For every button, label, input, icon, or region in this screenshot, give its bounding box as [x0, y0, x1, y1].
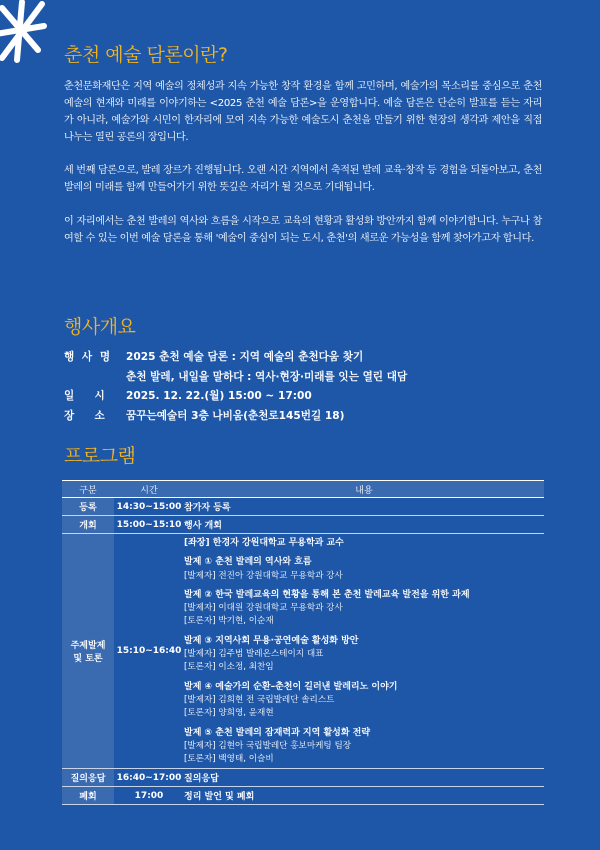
talk-discussants: [토론자] 이소정, 최찬임	[184, 662, 274, 673]
table-row	[62, 498, 544, 516]
talk-presenter: [발제자] 김현아 국립발레단 홍보마케팅 팀장	[184, 740, 352, 751]
intro-paragraph: 춘천문화재단은 지역 예술의 정체성과 지속 가능한 창작 환경을 함께 고민하며, 예술가의 목소리를 중심으로 춘천 예술의 현재와 미래를 이야기하는 <2025 춘천 예술 담론>을 운영합니다. 예술 담론은 단순히 발표를 듣는 자리가 아니라, 예술가와 시민이 한자리에 모여 지속 가능한 예술도시 춘천을 만들기 위한 현장의 생각과 제안을 직접 나누는 열린 공론의 장입니다.	[64, 81, 542, 144]
table-header-row	[62, 481, 544, 498]
row-time: 14:30~15:00	[114, 498, 184, 516]
row-cat: 질의응답	[62, 769, 114, 787]
row-time: 16:40~17:00	[114, 769, 184, 787]
talk-title: 발제 ⑤ 춘천 발레의 잠재력과 지역 활성화 전략	[184, 727, 371, 738]
row-cat-line: 및 토론	[73, 654, 103, 665]
talk-presenter: [발제자] 김희현 전 국립발레단 솔리스트	[184, 694, 335, 705]
overview-value: 꿈꾸는예술터 3층 나비움(춘천로145번길 18)	[126, 409, 345, 422]
row-content: 정리 발언 및 폐회	[184, 787, 544, 805]
row-content	[184, 534, 544, 769]
table-row	[62, 787, 544, 805]
intro-paragraph: 이 자리에서는 춘천 발레의 역사와 흐름을 시작으로 교육의 현황과 활성화 방안까지 함께 이야기합니다. 누구나 참여할 수 있는 이번 예술 담론을 통해 '예술이 중심이 되는 도시, 춘천'의 새로운 가능성을 함께 찾아가고자 합니다.	[64, 215, 542, 244]
row-time: 15:00~15:10	[114, 516, 184, 534]
talk-presenter: [발제자] 이대원 강원대학교 무용학과 강사	[184, 603, 343, 614]
overview-key-empty	[64, 368, 126, 388]
talk-discussants: [토론자] 백영태, 이슬비	[184, 754, 274, 765]
program-heading: 프로그램	[64, 445, 136, 467]
row-time: 17:00	[114, 787, 184, 805]
overview-key: 행 사 명	[64, 351, 113, 363]
row-content: 참가자 등록	[184, 498, 544, 516]
overview-value: 춘천 발레, 내일을 말하다 : 역사·현장·미래를 잇는 열린 대담	[126, 370, 408, 383]
talk-discussants: [토론자] 박기현, 이순재	[184, 616, 274, 627]
row-cat	[62, 534, 114, 769]
row-content: 행사 개회	[184, 516, 544, 534]
talk-title: 발제 ③ 지역사회 무용·공연예술 활성화 방안	[184, 635, 359, 646]
row-cat-line: 주제발제	[70, 641, 106, 652]
talk-title: 발제 ① 춘천 발레의 역사와 흐름	[184, 557, 312, 568]
overview-heading: 행사개요	[64, 316, 136, 338]
talk-title: 발제 ④ 예술가의 순환–춘천이 길러낸 발레리노 이야기	[184, 681, 398, 692]
table-row	[62, 769, 544, 787]
header-time: 시간	[114, 481, 184, 498]
row-time: 15:10~16:40	[114, 534, 184, 769]
table-row	[62, 516, 544, 534]
header-content: 내용	[184, 481, 544, 498]
session-chair: [좌장] 한경자 강원대학교 무용학과 교수	[184, 538, 344, 548]
talk-title: 발제 ② 한국 발레교육의 현황을 통해 본 춘천 발레교육 발전을 위한 과제	[184, 589, 470, 600]
talk-discussants: [토론자] 양희영, 윤재현	[184, 708, 274, 719]
overview-value: 2025 춘천 예술 담론 : 지역 예술의 춘천다움 찾기	[126, 351, 364, 363]
header-cat: 구분	[62, 481, 114, 498]
overview-key: 일 시	[64, 390, 107, 402]
overview-list	[64, 348, 542, 426]
session-block	[184, 534, 544, 768]
overview-row-place	[64, 407, 542, 427]
row-cat: 폐회	[62, 787, 114, 805]
overview-key: 장 소	[64, 409, 107, 422]
star-decoration-icon	[0, 0, 60, 70]
intro-text	[64, 78, 542, 263]
program-table	[62, 480, 544, 805]
row-content: 질의응답	[184, 769, 544, 787]
row-cat: 개회	[62, 516, 114, 534]
overview-value: 2025. 12. 22.(월) 15:00 ~ 17:00	[126, 390, 312, 402]
intro-heading: 춘천 예술 담론이란?	[64, 44, 228, 66]
table-row-main	[62, 534, 544, 769]
row-cat: 등록	[62, 498, 114, 516]
talk-presenter: [발제자] 전진아 강원대학교 무용학과 강사	[184, 570, 343, 581]
intro-paragraph: 세 번째 담론으로, 발레 장르가 진행됩니다. 오랜 시간 지역에서 축적된 발레 교육·창작 등 경험을 되돌아보고, 춘천 발레의 미래를 함께 만들어가기 위한 뜻깊은 자리가 될 것으로 기대됩니다.	[64, 165, 542, 194]
talk-presenter: [발제자] 김주범 발레온스테이지 대표	[184, 649, 324, 660]
overview-row-name	[64, 348, 542, 368]
overview-row-date	[64, 387, 542, 407]
overview-row-subtitle	[64, 368, 542, 388]
